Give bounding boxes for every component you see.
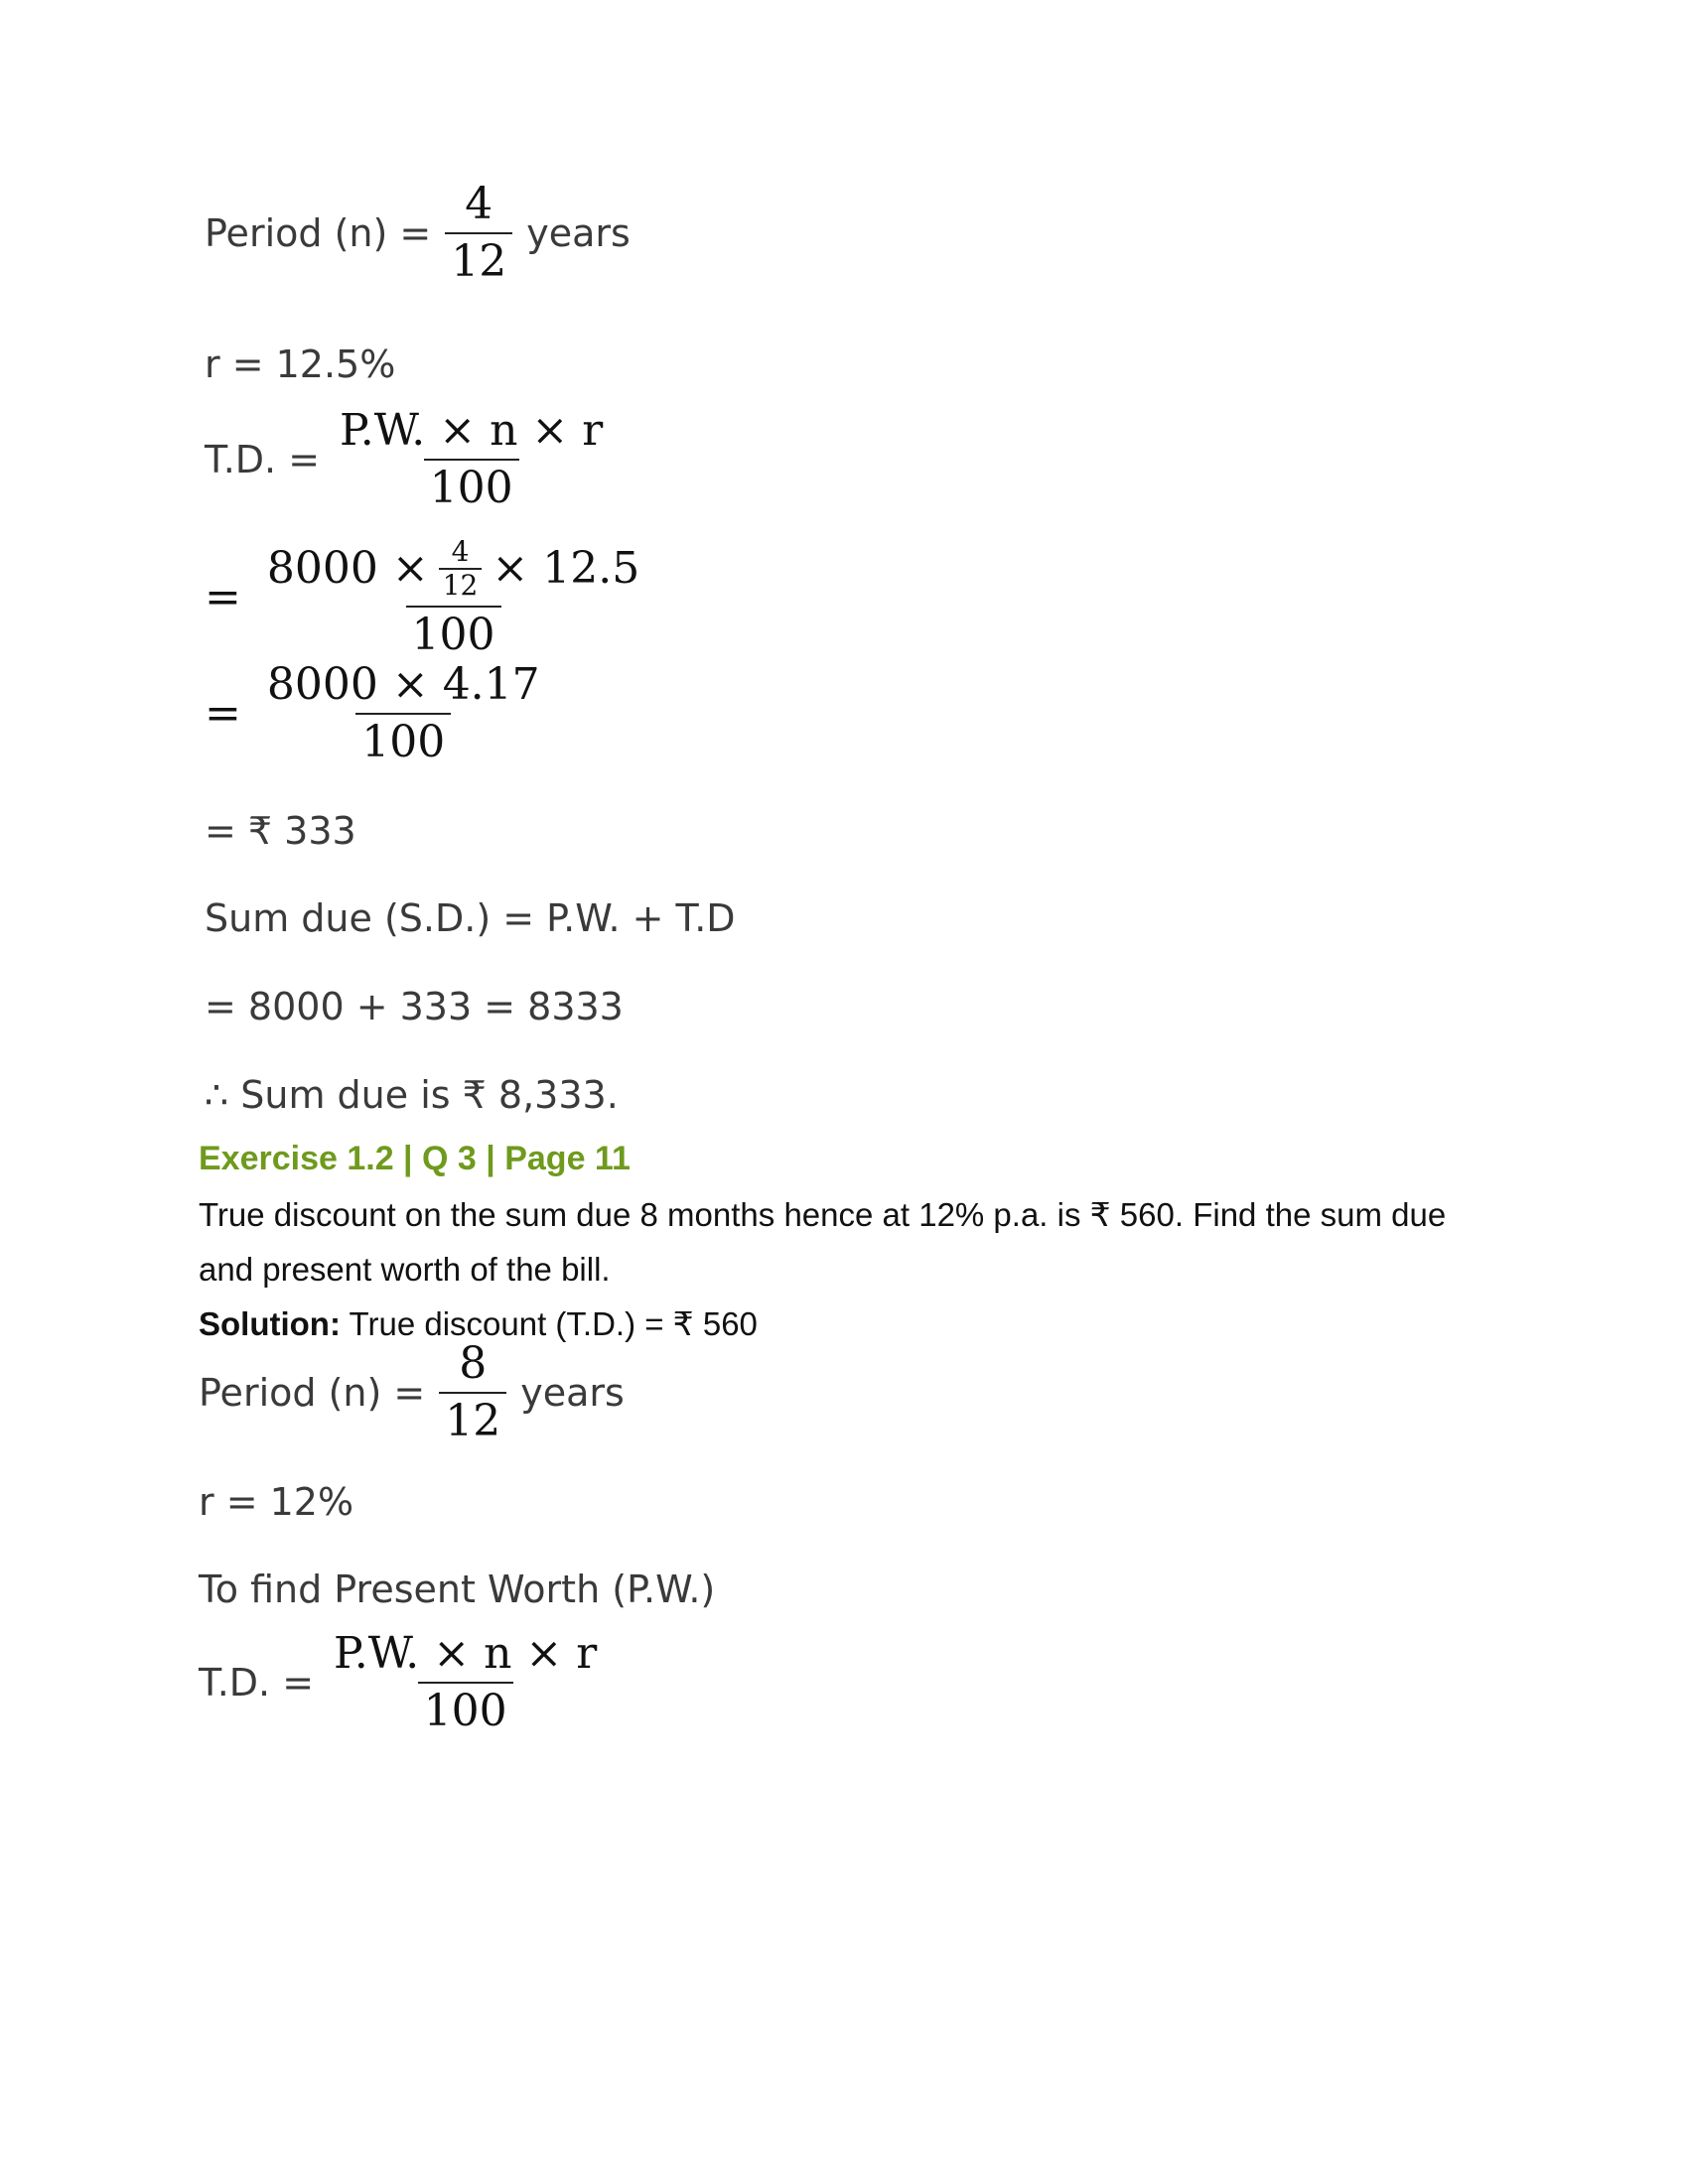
find-pw-line: To find Present Worth (P.W.) (199, 1568, 716, 1611)
step1-num-a: 8000 × (266, 543, 429, 594)
inner-numerator: 4 (451, 535, 470, 568)
td-fraction (334, 405, 609, 513)
equals-sign: = (205, 572, 241, 622)
td-step-2 (205, 659, 560, 767)
fraction-numerator: P.W. × n × r (340, 405, 604, 456)
solution-text: True discount (T.D.) = ₹ 560 (340, 1305, 758, 1342)
fraction-denominator: 100 (424, 459, 519, 510)
step2-fraction (261, 659, 546, 767)
fraction-denominator: 12 (445, 232, 512, 284)
period-label: Period (n) = (205, 211, 432, 255)
step1-fraction (261, 535, 645, 660)
fraction-denominator: 100 (406, 606, 501, 657)
period-line-2 (199, 1338, 625, 1446)
step1-num-b: × 12.5 (492, 543, 640, 594)
fraction-numerator: P.W. × n × r (334, 1628, 598, 1679)
inner-fraction (439, 535, 483, 602)
td-formula-2 (199, 1628, 617, 1736)
period-label: Period (n) = (199, 1371, 426, 1415)
fraction-denominator: 100 (418, 1682, 513, 1733)
rate-line-1: r = 12.5% (205, 342, 396, 386)
sum-due-calc: = 8000 + 333 = 8333 (205, 985, 624, 1028)
solution-label: Solution: (199, 1305, 341, 1342)
fraction-numerator: 8000 × 4.17 (266, 659, 540, 710)
td-label: T.D. = (199, 1661, 315, 1705)
inner-denominator: 12 (439, 568, 483, 600)
fraction-numerator: 8 (459, 1338, 488, 1389)
equals-sign: = (205, 688, 241, 739)
td-result: = ₹ 333 (205, 809, 356, 853)
period-fraction (445, 179, 512, 287)
td-fraction (328, 1628, 603, 1736)
td-step-1 (205, 535, 659, 660)
period-line-1 (205, 179, 631, 287)
question-line-2: and present worth of the bill. (199, 1251, 611, 1288)
td-formula-1 (205, 405, 623, 513)
sum-due-formula: Sum due (S.D.) = P.W. + T.D (205, 896, 736, 940)
fraction-numerator: 4 (465, 179, 493, 229)
td-label: T.D. = (205, 438, 321, 481)
exercise-heading: Exercise 1.2 | Q 3 | Page 11 (199, 1140, 631, 1177)
question-line-1: True discount on the sum due 8 months hence at 12% p.a. is ₹ 560. Find the sum due (199, 1196, 1447, 1233)
fraction-denominator: 12 (439, 1392, 506, 1443)
fraction-numerator (261, 535, 645, 606)
period-fraction (439, 1338, 506, 1446)
period-unit: years (526, 211, 631, 255)
conclusion: ∴ Sum due is ₹ 8,333. (205, 1073, 619, 1117)
rate-line-2: r = 12% (199, 1480, 354, 1524)
period-unit: years (520, 1371, 625, 1415)
fraction-denominator: 100 (355, 713, 451, 764)
